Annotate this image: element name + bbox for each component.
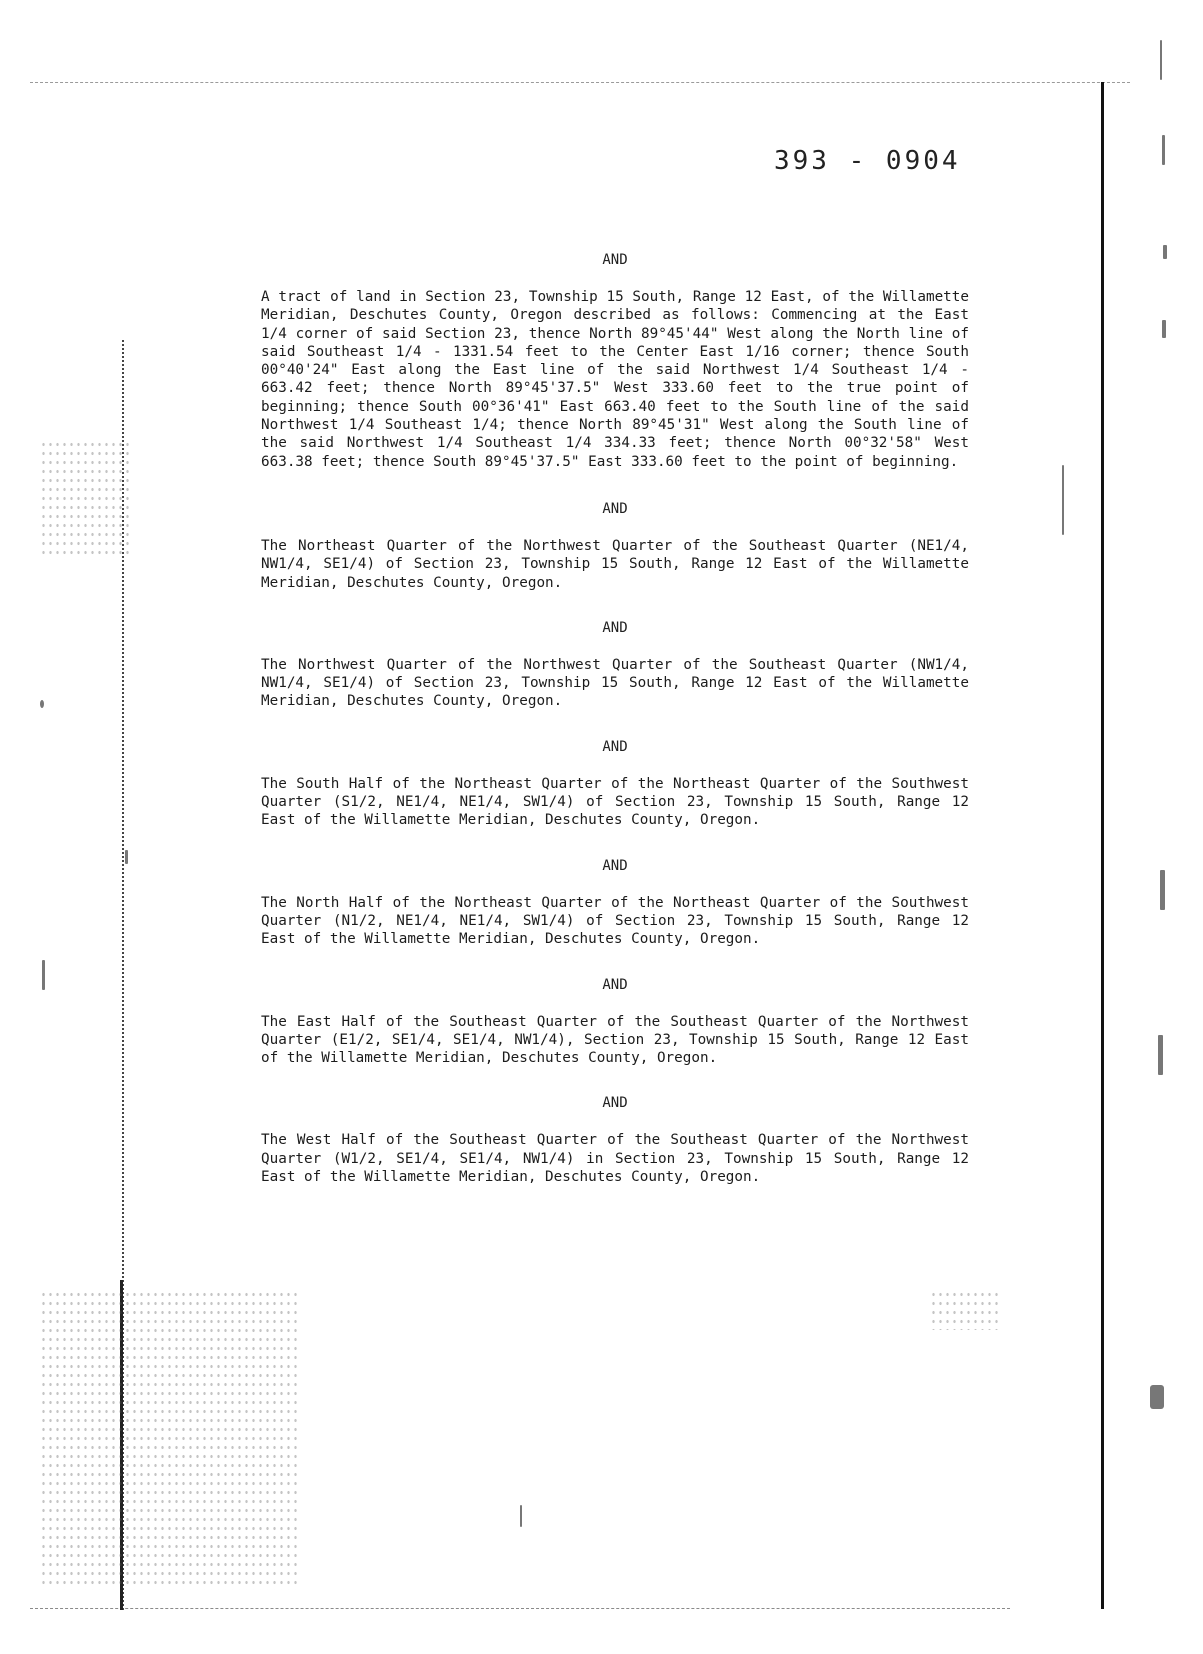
parcel-description-paragraph: The West Half of the Southeast Quarter of the Southeast Quarter of the Northwest Quarter (W1/2, SE1/4, SE1/4, NW1/4) in Section 23, Township 15 South, Range 12 East of the Willamette Meridian, Deschutes County, Oregon.: [261, 1132, 969, 1186]
scan-speck: [1163, 245, 1167, 259]
scan-speck: [1162, 320, 1166, 338]
parcel-description-paragraph: The East Half of the Southeast Quarter of the Southeast Quarter of the Northwest Quarter (E1/2, SE1/4, SE1/4, NW1/4), Section 23, Township 15 South, Range 12 East of the Willamette Meridian, Deschutes County, Oregon.: [261, 1013, 969, 1067]
scan-speck: [1162, 135, 1165, 165]
scan-noise-left: [40, 440, 130, 560]
bottom-scan-rule: [30, 1608, 1010, 1610]
scan-speck: [1150, 1385, 1164, 1409]
parcel-description-paragraph: The Northwest Quarter of the Northwest Quarter of the Southeast Quarter (NW1/4, NW1/4, SE1/4) of Section 23, Township 15 South, Range 12 East of the Willamette Meridian, Deschutes County, Oregon.: [261, 656, 969, 710]
tract-description-paragraph: A tract of land in Section 23, Township 15 South, Range 12 East, of the Willamette Meridian, Deschutes County, Oregon described as follows: Commencing at the East 1/4 corner of said Section 23, thence North 89°45'44" West along the North line of said Southeast 1/4 - 1331.54 feet to the Center East 1/16 corner; thence South 00°40'24" East along the East line of the said Northwest 1/4 Southeast 1/4 - 663.42 feet; thence North 89°45'37.5" West 333.60 feet to the true point of beginning; thence South 00°36'41" East 663.40 feet to the South line of the said Northwest 1/4 Southeast 1/4; thence North 89°45'31" West along the South line of the said Northwest 1/4 Southeast 1/4 334.33 feet; thence North 00°32'58" West 663.38 feet; thence South 89°45'37.5" East 333.60 feet to the point of beginning.: [261, 289, 969, 470]
parcel-description-paragraph: The North Half of the Northeast Quarter of the Northeast Quarter of the Southwest Quarter (N1/2, NE1/4, NE1/4, SW1/4) of Section 23, Township 15 South, Range 12 East of the Willamette Meridian, Deschutes County, Oregon.: [261, 894, 969, 948]
scan-noise-bottom-left: [40, 1290, 300, 1590]
parcel-description-paragraph: The South Half of the Northeast Quarter of the Northeast Quarter of the Southwest Quarter (S1/2, NE1/4, NE1/4, SW1/4) of Section 23, Township 15 South, Range 12 East of the Willamette Meridian, Deschutes County, Oregon.: [261, 775, 969, 829]
and-separator: AND: [602, 619, 628, 636]
right-page-edge: [1101, 82, 1104, 1609]
scan-speck: [520, 1505, 522, 1527]
scan-speck: [1160, 870, 1165, 910]
and-separator: AND: [602, 500, 628, 517]
parcel-description-paragraph: The Northeast Quarter of the Northwest Quarter of the Southeast Quarter (NE1/4, NW1/4, SE1/4) of Section 23, Township 15 South, Range 12 East of the Willamette Meridian, Deschutes County, Oregon.: [261, 537, 969, 591]
and-separator: AND: [602, 857, 628, 874]
legal-description: [261, 252, 969, 1186]
scan-speck: [1158, 1035, 1163, 1075]
scan-speck: [42, 960, 45, 990]
scan-noise-right: [930, 1290, 1000, 1330]
scan-speck: [40, 700, 44, 708]
and-separator: AND: [602, 738, 628, 755]
and-separator: AND: [602, 252, 628, 268]
scan-speck: [125, 850, 128, 864]
page-number: 393 - 0904: [774, 146, 961, 176]
top-scan-rule: [30, 82, 1130, 84]
scan-speck: [1062, 465, 1064, 535]
scan-speck: [1160, 40, 1162, 80]
and-separator: AND: [602, 976, 628, 993]
and-separator: AND: [602, 1095, 628, 1112]
